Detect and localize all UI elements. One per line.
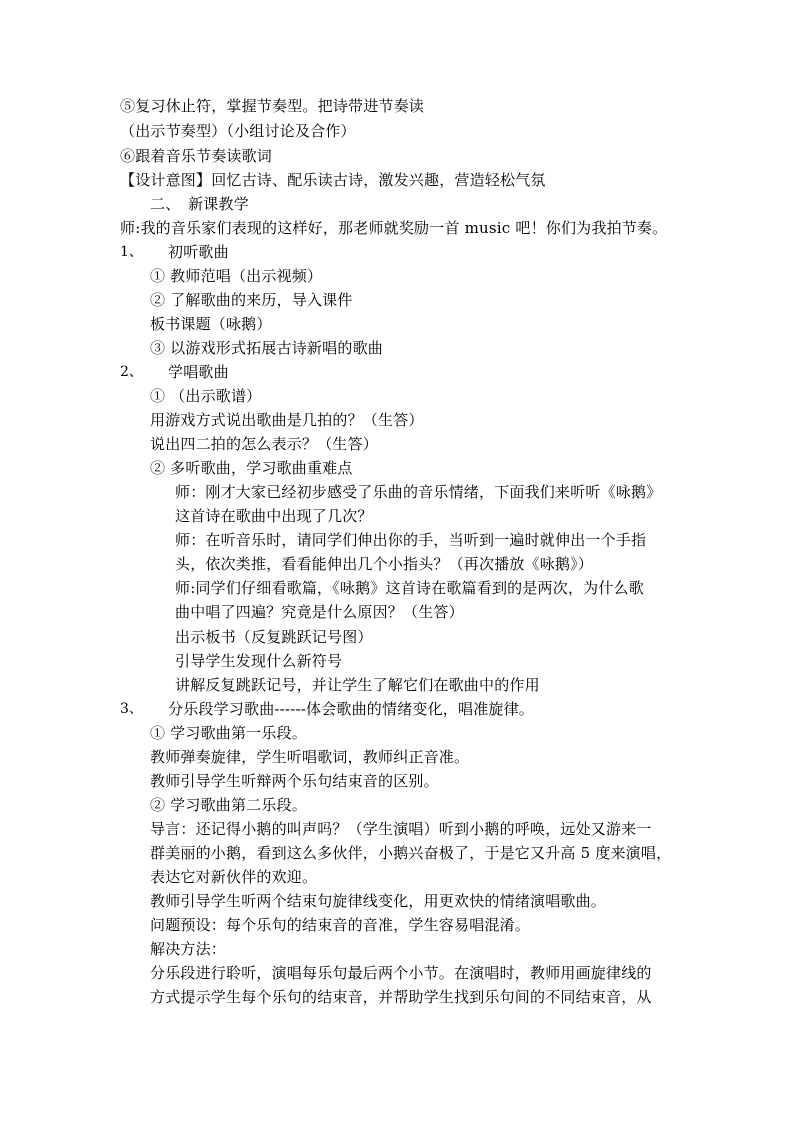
text-line: 师:同学们仔细看歌篇，《咏鹅》这首诗在歌篇看到的是两次，为什么歌 <box>175 579 644 597</box>
subsection-heading: 分乐段学习歌曲------体会歌曲的情绪变化，唱准旋律。 <box>168 700 535 718</box>
text-line: ⑥跟着音乐节奏读歌词 <box>120 147 273 165</box>
text-line: ③ 以游戏形式拓展古诗新唱的歌曲 <box>150 339 383 357</box>
text-line: 教师弹奏旋律，学生听唱歌词，教师纠正音准。 <box>150 748 470 766</box>
text-line: 表达它对新伙伴的欢迎。 <box>150 868 318 886</box>
text-line: ① 教师范唱（出示视频） <box>150 267 323 285</box>
text-line: 出示板书（反复跳跃记号图） <box>175 628 373 646</box>
list-number: 1、 <box>120 244 143 260</box>
text-line: 师：刚才大家已经初步感受了乐曲的音乐情绪，下面我们来听听《咏鹅》 <box>175 483 662 501</box>
text-line: ⑤复习休止符，掌握节奏型。把诗带进节奏读 <box>120 97 425 115</box>
text-line: 导言：还记得小鹅的叫声吗？（学生演唱）听到小鹅的呼唤，远处又游来一 <box>150 820 652 838</box>
text-line: 引导学生发现什么新符号 <box>175 652 343 670</box>
text-line: ① 学习歌曲第一乐段。 <box>150 724 307 742</box>
text-line: 群美丽的小鹅，看到这么多伙伴，小鹅兴奋极了，于是它又升高 5 度来演唱， <box>150 844 672 862</box>
section-heading: 二、 新课教学 <box>150 195 249 213</box>
text-line: ② 了解歌曲的来历，导入课件 <box>150 291 353 309</box>
text-line: 教师引导学生听辩两个乐句结束音的区别。 <box>150 772 439 790</box>
text-line: 头，依次类推，看看能伸出几个小指头？（再次播放《咏鹅》） <box>175 555 594 573</box>
list-number: 2、 <box>120 364 143 380</box>
text-line: 曲中唱了四遍？究竟是什么原因？（生答） <box>175 603 464 621</box>
text-line: ① （出示歌谱） <box>150 387 262 405</box>
text-line: ② 学习歌曲第二乐段。 <box>150 796 307 814</box>
text-line: ② 多听歌曲，学习歌曲重难点 <box>150 459 353 477</box>
text-line: （出示节奏型）（小组讨论及合作） <box>120 122 356 140</box>
text-line: 【设计意图】回忆古诗、配乐读古诗，激发兴趣，营造轻松气氛 <box>120 171 546 189</box>
text-line: 板书课题（咏鹅） <box>150 315 272 333</box>
text-line: 问题预设：每个乐句的结束音的音准，学生容易唱混淆。 <box>150 916 531 934</box>
text-line: 教师引导学生听两个结束句旋律线变化，用更欢快的情绪演唱歌曲。 <box>150 892 607 910</box>
subsection-heading: 初听歌曲 <box>168 243 229 261</box>
text-line: 方式提示学生每个乐句的结束音，并帮助学生找到乐句间的不同结束音，从 <box>150 988 652 1006</box>
text-line: 讲解反复跳跃记号，并让学生了解它们在歌曲中的作用 <box>175 676 540 694</box>
text-line: 解决方法： <box>150 940 227 958</box>
text-line: 用游戏方式说出歌曲是几拍的？（生答） <box>150 411 424 429</box>
text-line: 师:我的音乐家们表现的这样好，那老师就奖励一首 music 吧！你们为我拍节奏。 <box>120 219 668 237</box>
subsection-heading: 学唱歌曲 <box>168 363 229 381</box>
text-line: 说出四二拍的怎么表示？（生答） <box>150 435 379 453</box>
text-line: 这首诗在歌曲中出现了几次？ <box>175 507 373 525</box>
text-line: 师：在听音乐时，请同学们伸出你的手，当听到一遍时就伸出一个手指 <box>175 531 647 549</box>
list-number: 3、 <box>120 701 143 717</box>
text-line: 分乐段进行聆听，演唱每乐句最后两个小节。在演唱时，教师用画旋律线的 <box>150 964 652 982</box>
